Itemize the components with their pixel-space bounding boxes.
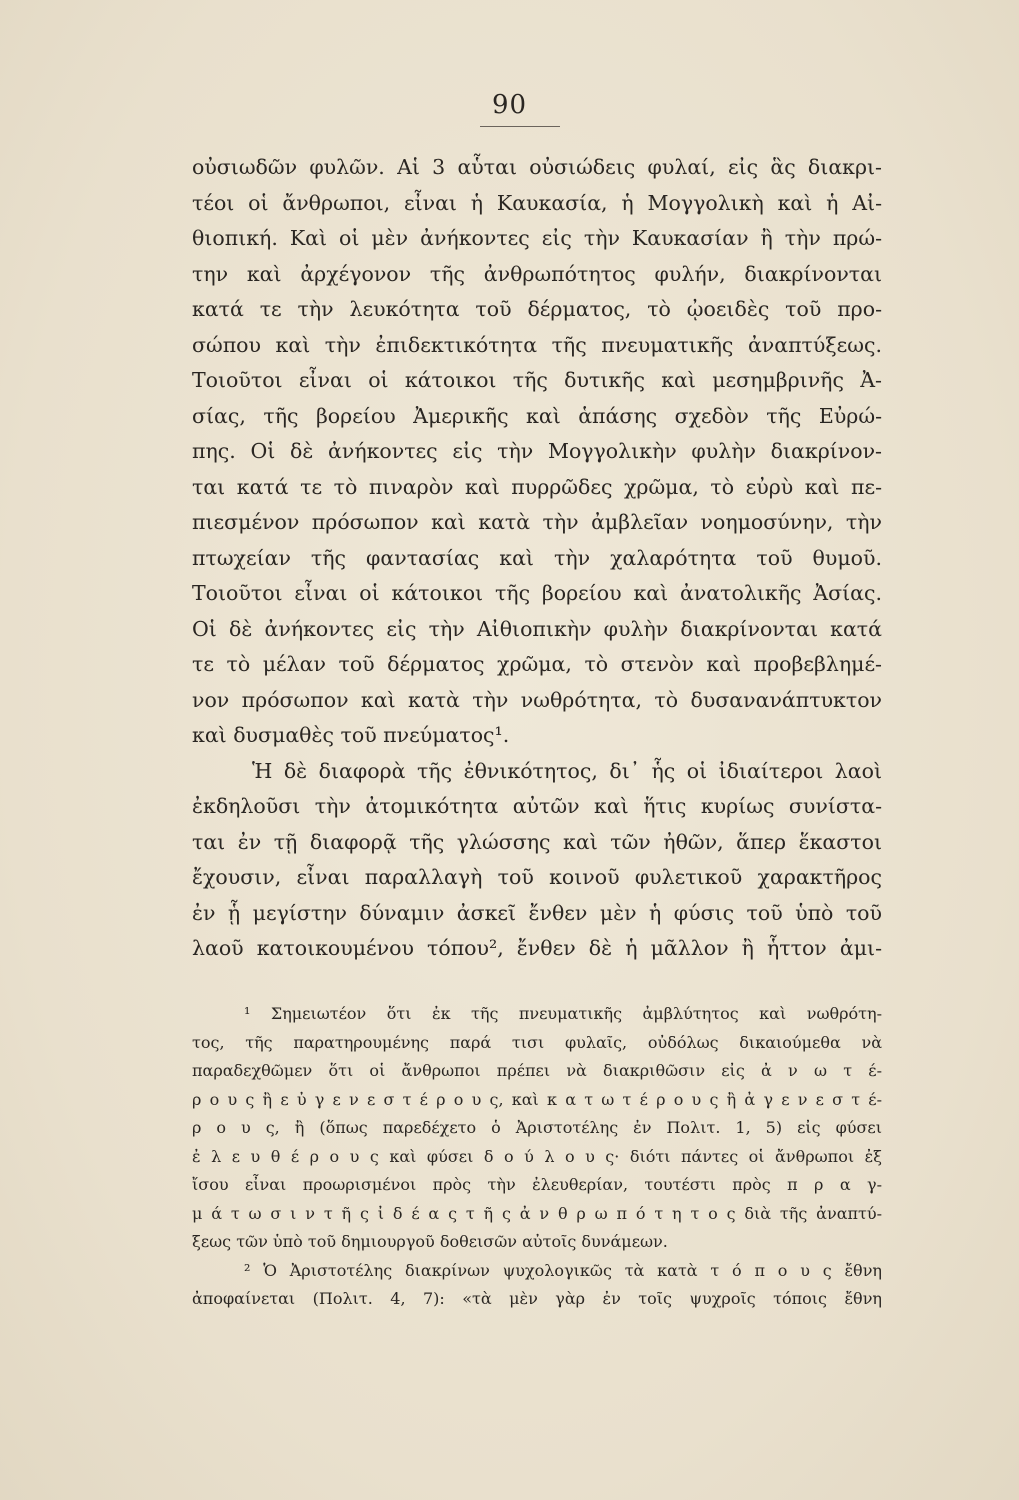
- text-line: ἐν ᾗ μεγίστην δύναμιν ἀσκεῖ ἔνθεν μὲν ἡ φύσις τοῦ ὑπὸ τοῦ: [192, 900, 882, 925]
- footnote-line: ¹ Σημειωτέον ὅτι ἐκ τῆς πνευματικῆς ἀμβλύτητος καὶ νωθρότη-: [244, 1004, 882, 1023]
- footnotes: [192, 1000, 882, 1314]
- text-line: τέοι οἱ ἄνθρωποι, εἶναι ἡ Καυκασία, ἡ Μογγολικὴ καὶ ἡ Αἰ-: [192, 190, 882, 215]
- text-line: πιεσμένον πρόσωπον καὶ κατὰ τὴν ἀμβλεῖαν νοημοσύνην, τὴν: [192, 510, 882, 534]
- text-line: τε τὸ μέλαν τοῦ δέρματος χρῶμα, τὸ στενὸν καὶ προβεβλημέ-: [192, 652, 882, 676]
- footnote-line: ἀποφαίνεται (Πολιτ. 4, 7): «τὰ μὲν γὰρ ἐν τοῖς ψυχροῖς τόποις ἔθνη: [192, 1289, 882, 1308]
- text-line: Τοιοῦτοι εἶναι οἱ κάτοικοι τῆς βορείου καὶ ἀνατολικῆς Ἀσίας.: [192, 581, 882, 605]
- text-line: νον πρόσωπον καὶ κατὰ τὴν νωθρότητα, τὸ δυσανανάπτυκτον: [192, 687, 882, 712]
- text-line: Τοιοῦτοι εἶναι οἱ κάτοικοι τῆς δυτικῆς καὶ μεσημβρινῆς Ἀ-: [192, 368, 882, 392]
- text-line: κατά τε τὴν λευκότητα τοῦ δέρματος, τὸ ᾠοειδὲς τοῦ προ-: [192, 297, 882, 321]
- footnote-line: μ ά τ ω σ ι ν τ ῆ ς ἰ δ έ α ς τ ῆ ς ἀ ν θ ρ ω π ό τ η τ ο ς διὰ τῆς ἀναπτύ-: [192, 1203, 882, 1223]
- footnote-line: τος, τῆς παρατηρουμένης παρά τισι φυλαῖς, οὐδόλως δικαιούμεθα νὰ: [192, 1032, 882, 1052]
- text-line: σίας, τῆς βορείου Ἀμερικῆς καὶ ἁπάσης σχεδὸν τῆς Εὐρώ-: [192, 403, 882, 428]
- body-text: [192, 150, 882, 967]
- text-line: ἐκδηλοῦσι τὴν ἀτομικότητα αὐτῶν καὶ ἥτις κυρίως συνίστα-: [192, 794, 882, 818]
- footnote-line: ἴσου εἶναι προωρισμένοι πρὸς τὴν ἐλευθερίαν, τουτέστι πρὸς π ρ α γ-: [192, 1175, 882, 1194]
- footnote-line: ² Ὁ Ἀριστοτέλης διακρίνων ψυχολογικῶς τὰ κατὰ τ ό π ο υ ς ἔθνη: [244, 1260, 882, 1280]
- text-line: πτωχείαν τῆς φαντασίας καὶ τὴν χαλαρότητα τοῦ θυμοῦ.: [192, 545, 882, 570]
- text-line: την καὶ ἀρχέγονον τῆς ἀνθρωπότητος φυλήν, διακρίνονται: [192, 261, 882, 286]
- text-line: ται ἐν τῇ διαφορᾷ τῆς γλώσσης καὶ τῶν ἠθῶν, ἅπερ ἕκαστοι: [192, 829, 882, 854]
- footnote-line: ἐ λ ε υ θ έ ρ ο υ ς καὶ φύσει δ ο ύ λ ο υ ς· διότι πάντες οἱ ἄνθρωποι ἐξ: [192, 1146, 882, 1166]
- text-line: λαοῦ κατοικουμένου τόπου², ἔνθεν δὲ ἡ μᾶλλον ἢ ἧττον ἀμι-: [192, 936, 882, 960]
- page-number: 90: [491, 90, 528, 120]
- page-number-underline: [480, 126, 560, 127]
- text-line: ται κατά τε τὸ πιναρὸν καὶ πυρρῶδες χρῶμα, τὸ εὐρὺ καὶ πε-: [192, 474, 882, 499]
- text-line: οὐσιωδῶν φυλῶν. Αἱ 3 αὗται οὐσιώδεις φυλαί, εἰς ἃς διακρι-: [192, 155, 882, 179]
- footnote-line: ξεως τῶν ὑπὸ τοῦ δημιουργοῦ δοθεισῶν αὐτοῖς δυνάμεων.: [192, 1232, 668, 1251]
- text-line: ἔχουσιν, εἶναι παραλλαγὴ τοῦ κοινοῦ φυλετικοῦ χαρακτῆρος: [192, 865, 882, 889]
- footnote-line: παραδεχθῶμεν ὅτι οἱ ἄνθρωποι πρέπει νὰ διακριθῶσιν εἰς ἀ ν ω τ έ-: [192, 1061, 882, 1080]
- text-line: πης. Οἱ δὲ ἀνήκοντες εἰς τὴν Μογγολικὴν φυλὴν διακρίνον-: [192, 439, 882, 463]
- text-line: θιοπική. Καὶ οἱ μὲν ἀνήκοντες εἰς τὴν Καυκασίαν ἢ τὴν πρώ-: [192, 226, 882, 250]
- text-line: σώπου καὶ τὴν ἐπιδεκτικότητα τῆς πνευματικῆς ἀναπτύξεως.: [192, 332, 882, 357]
- footnote-line: ρ ο υ ς, ἢ (ὅπως παρεδέχετο ὁ Ἀριστοτέλης ἐν Πολιτ. 1, 5) εἰς φύσει: [192, 1118, 882, 1137]
- text-line: Οἱ δὲ ἀνήκοντες εἰς τὴν Αἰθιοπικὴν φυλὴν διακρίνονται κατά: [192, 616, 882, 641]
- text-line: καὶ δυσμαθὲς τοῦ πνεύματος¹.: [192, 723, 510, 747]
- text-line: Ἡ δὲ διαφορὰ τῆς ἐθνικότητος, δι᾽ ἧς οἱ ἰδιαίτεροι λαοὶ: [252, 758, 882, 783]
- footnote-line: ρ ο υ ς ἢ ε ὐ γ ε ν ε σ τ έ ρ ο υ ς, καὶ κ α τ ω τ έ ρ ο υ ς ἢ ἀ γ ε ν ε σ τ έ-: [192, 1089, 882, 1109]
